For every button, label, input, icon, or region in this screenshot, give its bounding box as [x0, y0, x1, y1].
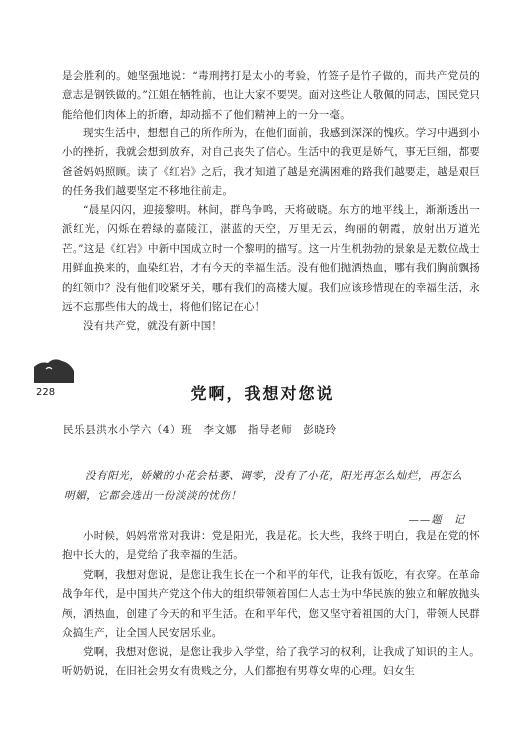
corner-decoration-icon — [34, 357, 74, 383]
page-number: 228 — [36, 387, 56, 398]
prev-paragraph-1: 是会胜利的。她坚强地说：“毒刑拷打是太小的考验，竹签子是竹子做的，而共产党员的意志是钢铁做的。”江姐在牺牲前，也让大家不要哭。面对这些让人敬佩的同志，国民党只能给他们肉体上的折磨，却动摇不了他们精神上的一分一毫。 — [62, 70, 480, 121]
epigraph-signature: ——题 记 — [408, 514, 465, 526]
essay-paragraph-2: 党啊，我想对您说，是您让我生长在一个和平的年代，让我有饭吃，有衣穿。在革命战争年代，是中国共产党这个伟大的组织带领着国仁人志士为中华民族的独立和解放抛头颅，洒热血，创建了今天的和平生活。在和平年代，您又坚守着祖国的大门，带领人民群众搞生产，让全国人民安居乐业。 — [62, 569, 480, 640]
epigraph: 没有阳光，娇嫩的小花会枯萎、调零，没有了小花，阳光再怎么灿烂，再怎么明媚，它都会选出一份淡淡的忧伤！ — [64, 470, 463, 502]
essay-paragraph-3: 党啊，我想对您说，是您让我步入学堂，给了我学习的权利，让我成了知识的主人。听奶奶说，在旧社会男女有贵贱之分，人们都抱有男尊女卑的心理。妇女生 — [62, 646, 480, 678]
essay-title: 党啊，我想对您说 — [190, 384, 335, 403]
prev-paragraph-4: 没有共产党，就没有新中国！ — [83, 320, 223, 332]
essay-paragraph-1: 小时候，妈妈常常对我讲：党是阳光，我是花。长大些，我终于明白，我是在党的怀抱中长大的，是党给了我幸福的生活。 — [62, 530, 480, 562]
essay-byline: 民乐县洪水小学六（4）班 李文娜 指导老师 彭晓玲 — [63, 424, 337, 436]
prev-paragraph-2: 现实生活中，想想自己的所作所为，在他们面前，我感到深深的愧疚。学习中遇到小小的挫折，我就会想到放弃，对自己丧失了信心。生活中的我更是娇气，事无巨细，都要爸爸妈妈照顾。读了《红岩》之后，我才知道了越是充满困难的路我们越要走，越是艰巨的任务我们越要坚定不移地往前走。 — [62, 127, 480, 198]
prev-paragraph-3: “晨星闪闪，迎接黎明。林间，群鸟争鸣，天将破晓。东方的地平线上，渐渐透出一派红光，闪烁在碧绿的嘉陵江，湛蓝的天空，万里无云，绚丽的朝霞，放射出万道光芒。”这是《红岩》中新中国成立时一个黎明的描写。这一片生机勃勃的景象是无数位战士用鲜血换来的，血染红岩，才有今天的幸福生活。没有他们抛洒热血，哪有我们胸前飘扬的红领巾？没有他们咬紧牙关，哪有我们的高楼大厦。我们应该珍惜现在的幸福生活，永远不忘那些伟大的战士，将他们铭记在心！ — [62, 204, 480, 314]
